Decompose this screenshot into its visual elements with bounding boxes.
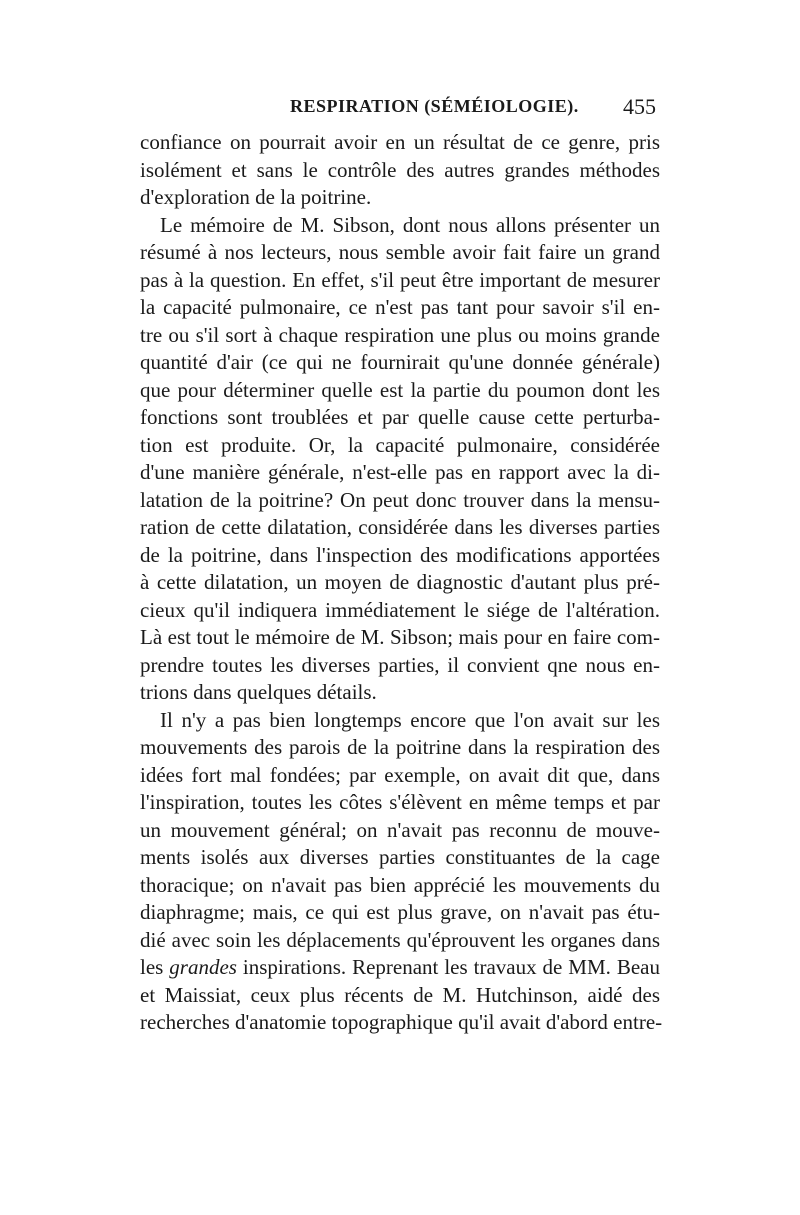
text-line: recherches d'anatomie topographique qu'il avait d'abord entre-: [140, 1010, 663, 1034]
text-line: résumé à nos lecteurs, nous semble avoir fait faire un grand: [140, 240, 660, 264]
text-line: cieux qu'il indiquera immédiatement le siége de l'altération.: [140, 597, 660, 622]
paragraph-start-line: Il n'y a pas bien longtemps encore que l'on avait sur les: [160, 707, 660, 732]
body-text: [140, 129, 663, 1037]
text-line: tre ou s'il sort à chaque respiration une plus ou moins grande: [140, 322, 660, 347]
text-line: isolément et sans le contrôle des autres grandes méthodes: [140, 157, 660, 182]
text-line: à cette dilatation, un moyen de diagnostic d'autant plus pré-: [140, 570, 660, 594]
text-line: et Maissiat, ceux plus récents de M. Hutchinson, aidé des: [140, 982, 660, 1007]
text-line: diaphragme; mais, ce qui est plus grave, on n'avait pas étu-: [140, 900, 660, 924]
italic-line-before: les: [140, 955, 170, 979]
text-line: tion est produite. Or, la capacité pulmonaire, considérée: [140, 432, 660, 457]
text-line: quantité d'air (ce qui ne fournirait qu'une donnée générale): [140, 350, 660, 374]
paragraph-start-line: Le mémoire de M. Sibson, dont nous allons présenter un: [160, 212, 660, 237]
text-line: idées fort mal fondées; par exemple, on avait dit que, dans: [140, 762, 660, 787]
running-head: [140, 96, 660, 126]
text-line: ration de cette dilatation, considérée dans les diverses parties: [140, 515, 660, 539]
text-line: dié avec soin les déplacements qu'éprouvent les organes dans: [140, 927, 660, 952]
text-line: thoracique; on n'avait pas bien apprécié les mouvements du: [140, 872, 660, 897]
text-line: un mouvement général; on n'avait pas reconnu de mouve-: [140, 817, 660, 842]
text-line: trions dans quelques détails.: [140, 680, 377, 704]
text-line: l'inspiration, toutes les côtes s'élèvent en même temps et par: [140, 790, 660, 814]
running-head-title: RESPIRATION (SÉMÉIOLOGIE).: [290, 96, 579, 116]
text-line: latation de la poitrine? On peut donc trouver dans la mensu-: [140, 487, 660, 512]
page-number: 455: [623, 94, 656, 119]
text-line: mouvements des parois de la poitrine dans la respiration des: [140, 735, 660, 759]
text-line: de la poitrine, dans l'inspection des modifications apportées: [140, 542, 660, 567]
text-line: confiance on pourrait avoir en un résultat de ce genre, pris: [140, 130, 660, 154]
text-line: prendre toutes les diverses parties, il convient qne nous en-: [140, 652, 660, 677]
italic-word: grandes: [169, 955, 237, 979]
text-line: la capacité pulmonaire, ce n'est pas tant pour savoir s'il en-: [140, 295, 660, 319]
italic-line-after: inspirations. Reprenant les travaux de MM. Beau: [236, 955, 661, 979]
text-line: ments isolés aux diverses parties constituantes de la cage: [140, 845, 660, 869]
text-line: d'exploration de la poitrine.: [140, 185, 372, 209]
text-line: que pour déterminer quelle est la partie du poumon dont les: [140, 377, 660, 402]
text-line: pas à la question. En effet, s'il peut être important de mesurer: [140, 267, 660, 292]
text-line-with-italic: [140, 954, 660, 982]
text-line: Là est tout le mémoire de M. Sibson; mais pour en faire com-: [140, 625, 660, 649]
text-line: d'une manière générale, n'est-elle pas en rapport avec la di-: [140, 460, 660, 484]
text-line: fonctions sont troublées et par quelle cause cette perturba-: [140, 405, 660, 429]
